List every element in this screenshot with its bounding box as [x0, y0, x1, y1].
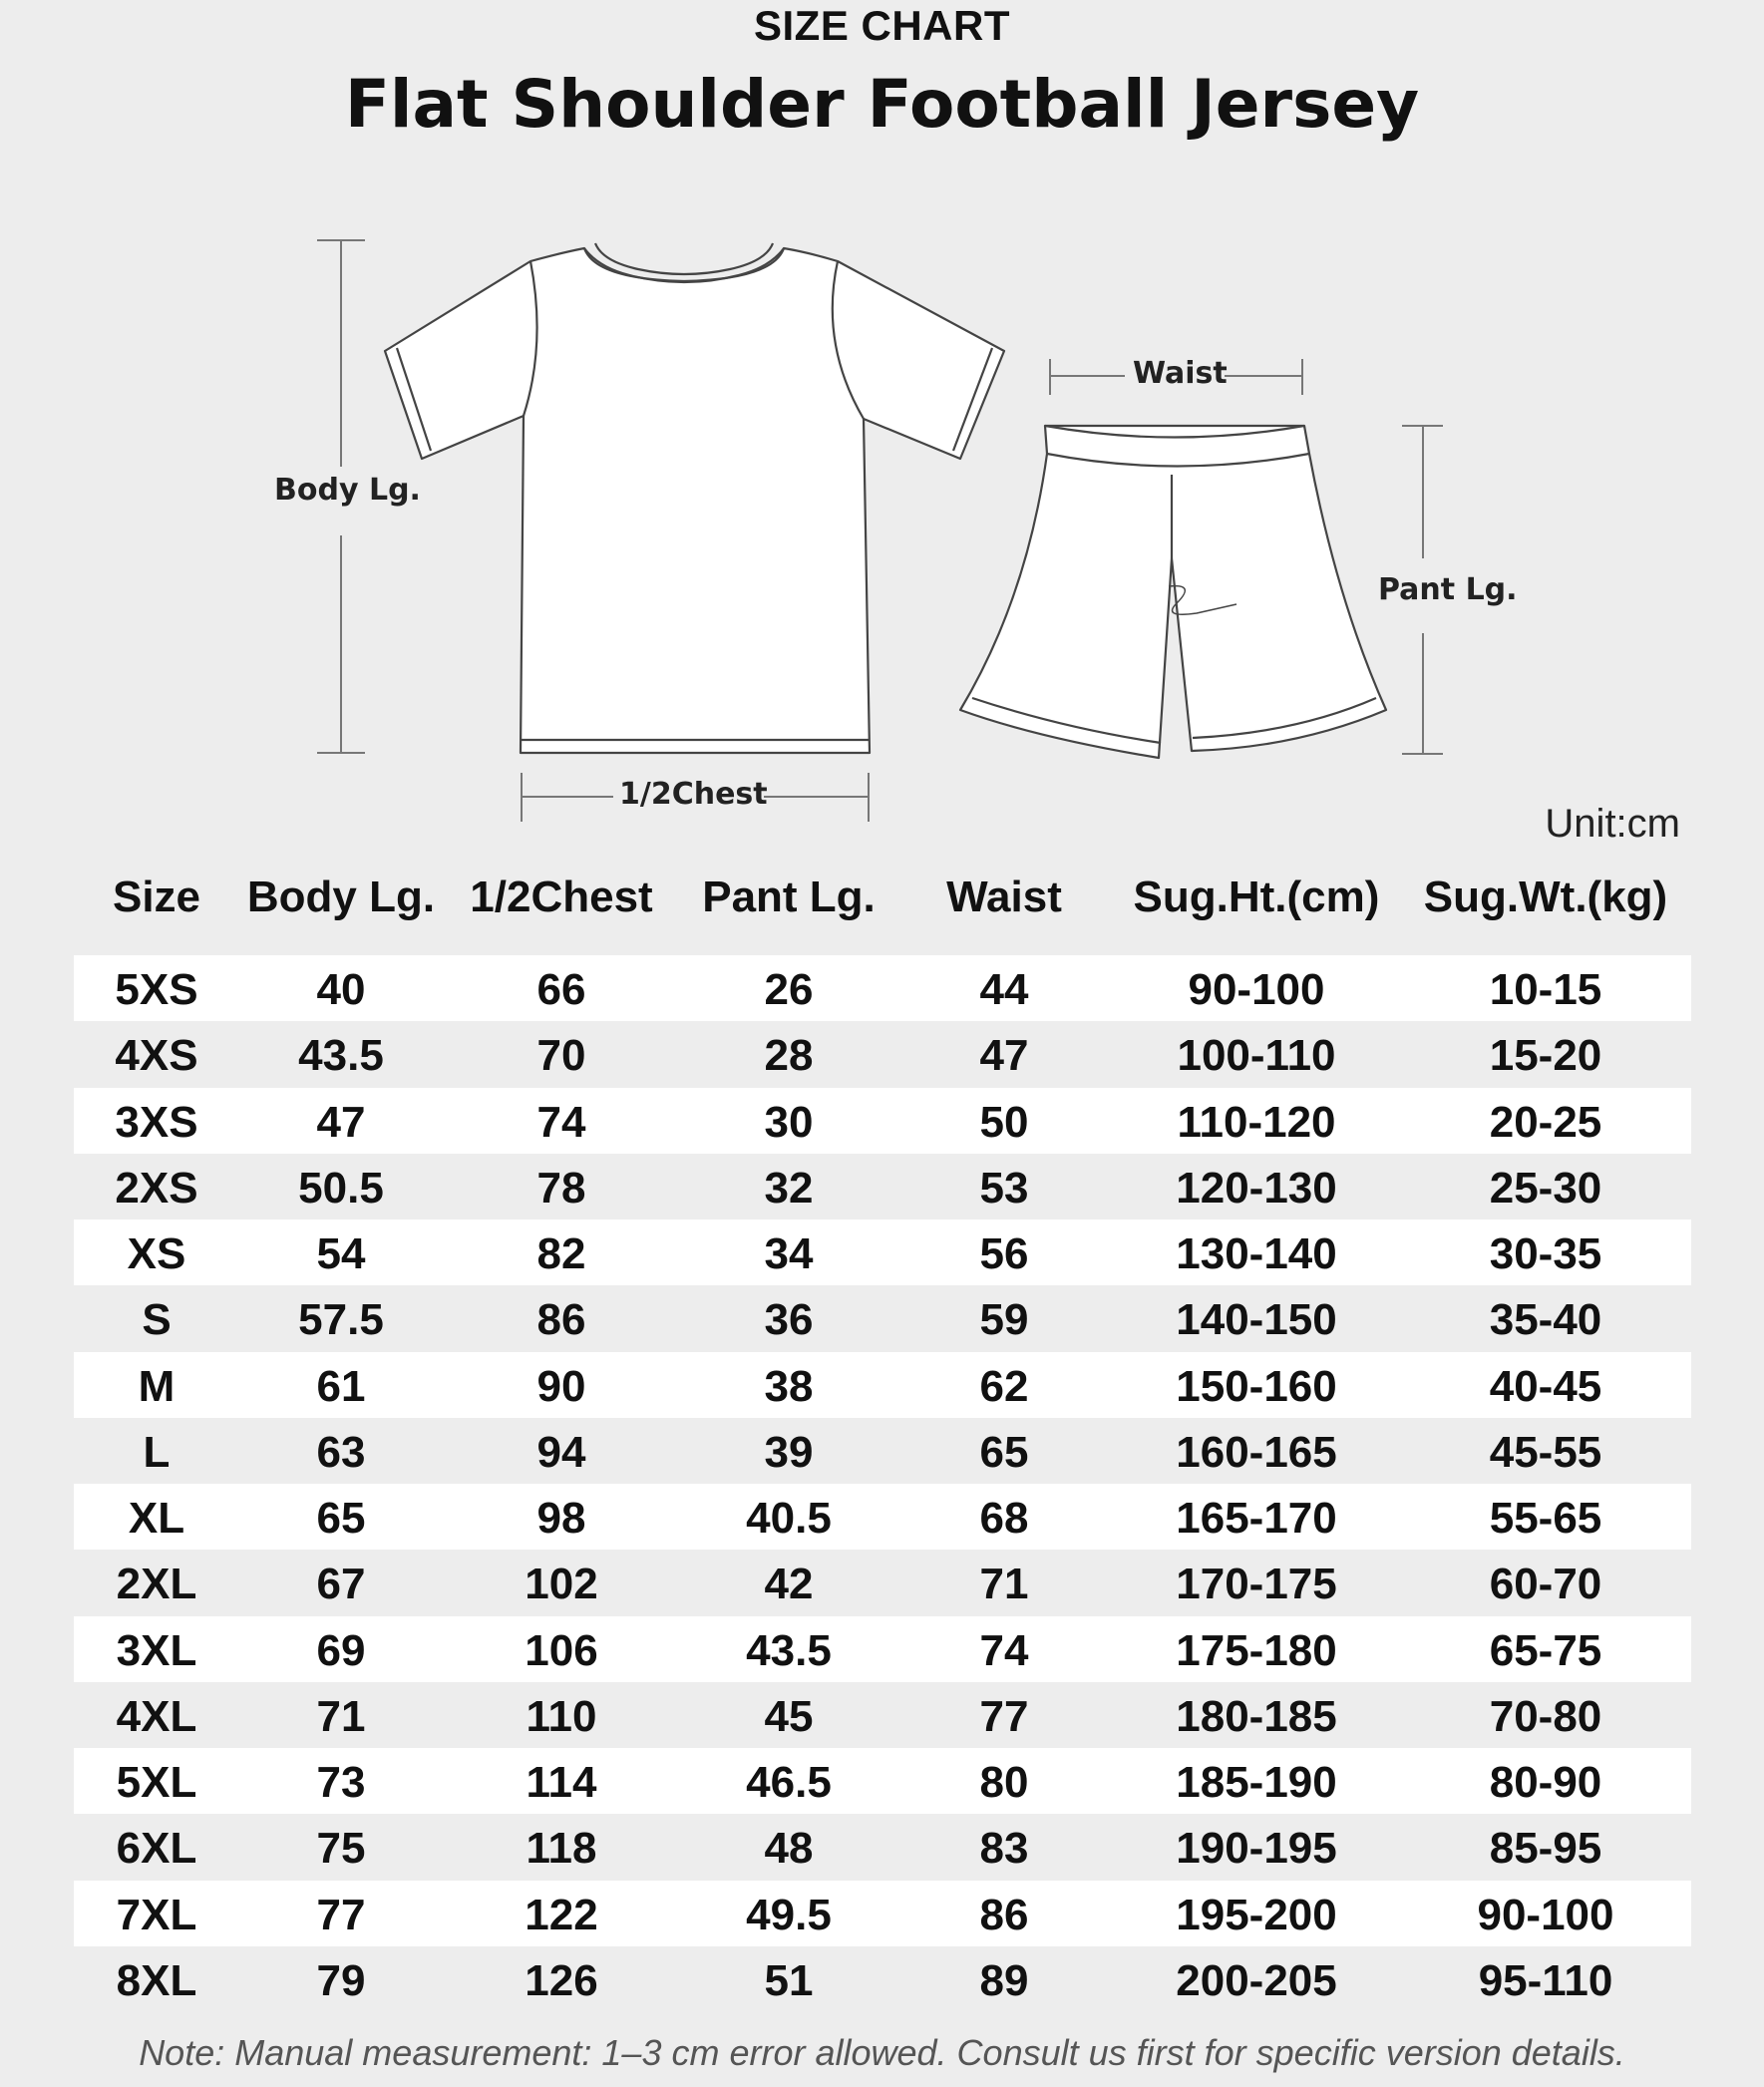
cell-waist: 44	[979, 965, 1029, 1014]
pant-length-label: Pant Lg.	[1378, 572, 1518, 607]
cell-pant-length: 34	[764, 1229, 814, 1278]
cell-suggested-weight: 80-90	[1489, 1758, 1602, 1807]
cell-suggested-weight: 20-25	[1489, 1097, 1602, 1147]
cell-body-length: 47	[316, 1097, 366, 1147]
table-row	[74, 1154, 1691, 1219]
cell-size: XL	[128, 1494, 185, 1543]
cell-pant-length: 49.5	[746, 1890, 832, 1939]
cell-size: 7XL	[116, 1890, 197, 1939]
table-row	[74, 1285, 1691, 1351]
table-header	[0, 872, 1764, 938]
cell-suggested-height: 185-190	[1176, 1758, 1337, 1807]
cell-half-chest: 114	[526, 1758, 597, 1807]
cell-suggested-weight: 30-35	[1489, 1229, 1602, 1278]
cell-suggested-height: 195-200	[1176, 1890, 1337, 1939]
cell-suggested-weight: 95-110	[1478, 1955, 1613, 2005]
cell-size: M	[138, 1361, 176, 1411]
cell-body-length: 69	[316, 1625, 366, 1675]
cell-waist: 68	[979, 1494, 1029, 1543]
cell-size: 5XS	[115, 965, 198, 1014]
cell-pant-length: 46.5	[746, 1758, 832, 1807]
cell-body-length: 57.5	[298, 1295, 384, 1345]
cell-half-chest: 102	[525, 1560, 598, 1609]
cell-suggested-weight: 60-70	[1489, 1560, 1602, 1609]
size-table-body	[74, 955, 1691, 2012]
column-header-body-length: Body Lg.	[246, 872, 436, 921]
cell-suggested-height: 165-170	[1176, 1494, 1337, 1543]
cell-suggested-height: 100-110	[1177, 1031, 1336, 1081]
cell-waist: 74	[979, 1625, 1029, 1675]
cell-waist: 65	[979, 1427, 1029, 1477]
garment-diagram	[0, 0, 1764, 858]
cell-suggested-height: 90-100	[1188, 965, 1325, 1014]
cell-size: 6XL	[116, 1824, 197, 1874]
column-header-suggested-height: Sug.Ht.(cm)	[1133, 872, 1380, 921]
footnote: Note: Manual measurement: 1–3 cm error allowed. Consult us first for specific version details.	[139, 2032, 1625, 2073]
cell-suggested-height: 120-130	[1176, 1163, 1337, 1213]
cell-suggested-height: 175-180	[1176, 1625, 1337, 1675]
column-header-pant-length: Pant Lg.	[702, 872, 876, 921]
column-header-half-chest: 1/2Chest	[470, 872, 653, 921]
cell-waist: 50	[979, 1097, 1029, 1147]
cell-pant-length: 28	[764, 1031, 814, 1081]
table-row	[74, 1616, 1691, 1682]
cell-pant-length: 39	[764, 1427, 814, 1477]
cell-half-chest: 86	[536, 1295, 586, 1345]
cell-half-chest: 70	[536, 1031, 586, 1081]
cell-half-chest: 98	[536, 1494, 586, 1543]
cell-suggested-height: 200-205	[1176, 1955, 1337, 2005]
cell-waist: 89	[979, 1955, 1029, 2005]
cell-pant-length: 43.5	[746, 1625, 832, 1675]
cell-body-length: 63	[316, 1427, 366, 1477]
cell-size: 2XL	[116, 1560, 197, 1609]
cell-size: 3XL	[116, 1625, 197, 1675]
cell-suggested-height: 160-165	[1176, 1427, 1337, 1477]
pre-title: SIZE CHART	[754, 2, 1010, 49]
cell-pant-length: 32	[764, 1163, 814, 1213]
cell-suggested-weight: 25-30	[1489, 1163, 1602, 1213]
table-row	[74, 1219, 1691, 1285]
shorts-outline	[960, 426, 1386, 758]
cell-pant-length: 42	[764, 1560, 814, 1609]
column-header-suggested-weight: Sug.Wt.(kg)	[1423, 872, 1668, 921]
table-row	[74, 1550, 1691, 1615]
cell-pant-length: 45	[764, 1691, 814, 1741]
cell-body-length: 40	[316, 965, 366, 1014]
cell-size: 2XS	[115, 1163, 198, 1213]
cell-pant-length: 51	[764, 1955, 814, 2005]
cell-size: XS	[127, 1229, 186, 1278]
table-row	[74, 1946, 1691, 2012]
cell-size: L	[143, 1427, 171, 1477]
unit-label: Unit:cm	[1545, 802, 1680, 846]
cell-suggested-height: 180-185	[1176, 1691, 1337, 1741]
cell-waist: 71	[979, 1560, 1029, 1609]
cell-suggested-weight: 15-20	[1489, 1031, 1602, 1081]
cell-body-length: 73	[316, 1758, 366, 1807]
waist-label: Waist	[1133, 356, 1228, 391]
cell-half-chest: 74	[536, 1097, 586, 1147]
cell-half-chest: 106	[525, 1625, 598, 1675]
cell-half-chest: 122	[525, 1890, 598, 1939]
cell-body-length: 71	[316, 1691, 366, 1741]
cell-suggested-weight: 85-95	[1489, 1824, 1602, 1874]
cell-size: 4XL	[116, 1691, 197, 1741]
page-title: Flat Shoulder Football Jersey	[344, 66, 1420, 143]
column-header-waist: Waist	[946, 872, 1062, 921]
cell-size: S	[142, 1295, 172, 1345]
cell-waist: 86	[979, 1890, 1029, 1939]
cell-half-chest: 110	[526, 1691, 597, 1741]
cell-half-chest: 78	[536, 1163, 586, 1213]
cell-size: 8XL	[116, 1955, 197, 2005]
tshirt-outline	[385, 248, 1004, 753]
cell-suggested-height: 170-175	[1176, 1560, 1337, 1609]
table-row	[74, 955, 1691, 1021]
table-row	[74, 1418, 1691, 1484]
cell-suggested-weight: 40-45	[1489, 1361, 1602, 1411]
cell-suggested-weight: 70-80	[1489, 1691, 1602, 1741]
cell-waist: 77	[979, 1691, 1029, 1741]
cell-body-length: 75	[316, 1824, 366, 1874]
cell-suggested-height: 140-150	[1176, 1295, 1337, 1345]
column-header-size: Size	[112, 872, 201, 921]
cell-body-length: 50.5	[298, 1163, 384, 1213]
half-chest-label: 1/2Chest	[619, 777, 768, 812]
cell-body-length: 54	[316, 1229, 366, 1278]
cell-waist: 56	[979, 1229, 1029, 1278]
cell-suggested-weight: 45-55	[1489, 1427, 1602, 1477]
cell-waist: 80	[979, 1758, 1029, 1807]
cell-waist: 47	[979, 1031, 1029, 1081]
cell-pant-length: 36	[764, 1295, 814, 1345]
cell-size: 3XS	[115, 1097, 198, 1147]
cell-suggested-height: 110-120	[1177, 1097, 1336, 1147]
cell-pant-length: 26	[764, 965, 814, 1014]
cell-half-chest: 82	[536, 1229, 586, 1278]
cell-body-length: 43.5	[298, 1031, 384, 1081]
table-row	[74, 1021, 1691, 1087]
cell-suggested-weight: 90-100	[1477, 1890, 1614, 1939]
cell-waist: 62	[979, 1361, 1029, 1411]
table-row	[74, 1748, 1691, 1814]
cell-body-length: 79	[316, 1955, 366, 2005]
table-row	[74, 1484, 1691, 1550]
cell-waist: 83	[979, 1824, 1029, 1874]
cell-size: 5XL	[116, 1758, 197, 1807]
cell-waist: 53	[979, 1163, 1029, 1213]
cell-pant-length: 40.5	[746, 1494, 832, 1543]
cell-suggested-weight: 65-75	[1489, 1625, 1602, 1675]
table-row	[74, 1088, 1691, 1154]
cell-half-chest: 90	[536, 1361, 586, 1411]
cell-suggested-weight: 55-65	[1489, 1494, 1602, 1543]
cell-half-chest: 94	[536, 1427, 586, 1477]
cell-pant-length: 48	[764, 1824, 814, 1874]
table-row	[74, 1881, 1691, 1946]
cell-body-length: 67	[316, 1560, 366, 1609]
table-row	[74, 1352, 1691, 1418]
cell-half-chest: 126	[525, 1955, 598, 2005]
cell-suggested-height: 190-195	[1176, 1824, 1337, 1874]
cell-size: 4XS	[115, 1031, 198, 1081]
cell-pant-length: 38	[764, 1361, 814, 1411]
table-row	[74, 1682, 1691, 1748]
cell-waist: 59	[979, 1295, 1029, 1345]
cell-suggested-weight: 10-15	[1489, 965, 1602, 1014]
table-row	[74, 1814, 1691, 1880]
cell-pant-length: 30	[764, 1097, 814, 1147]
cell-body-length: 77	[316, 1890, 366, 1939]
cell-half-chest: 66	[536, 965, 586, 1014]
cell-suggested-height: 150-160	[1176, 1361, 1337, 1411]
cell-half-chest: 118	[526, 1824, 597, 1874]
cell-suggested-weight: 35-40	[1489, 1295, 1602, 1345]
cell-body-length: 65	[316, 1494, 366, 1543]
cell-body-length: 61	[316, 1361, 366, 1411]
cell-suggested-height: 130-140	[1176, 1229, 1337, 1278]
body-length-label: Body Lg.	[274, 473, 421, 508]
